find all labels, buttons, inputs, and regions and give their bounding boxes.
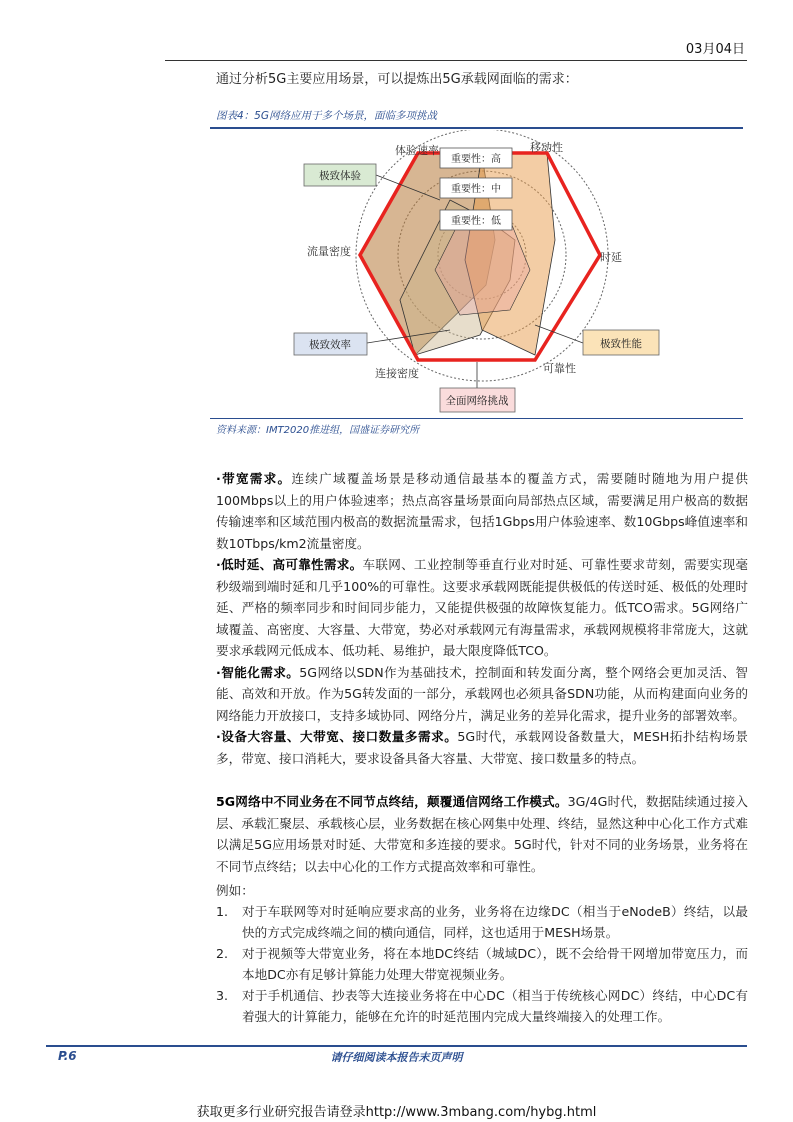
example-label: 例如： <box>216 883 254 898</box>
axis-label-mobility: 移动性 <box>530 141 563 154</box>
bullet-text: 5G时代，承载网设备数量大，MESH拓扑结构场景多，带宽、接口消耗大，要求设备具备大容量、大带宽、接口数量多的特点。 <box>216 729 748 766</box>
list-item-number: 3. <box>216 988 229 1003</box>
figure-bottom-rule <box>210 418 743 419</box>
axis-label-connection-density: 连接密度 <box>375 367 419 380</box>
bullet-text: 5G网络以SDN作为基础技术，控制面和转发面分离，整个网络会更加灵活、智能、高效和开放。作为5G转发面的一部分，承载网也必须具备SDN功能，从而构建面向业务的网络能力开放接口，支持多域协同、网络分片，满足业务的差异化需求，提升业务的部署效率。 <box>216 664 748 723</box>
list-item-text: 对于视频等大带宽业务，将在本地DC终结（城域DC），既不会给骨干网增加带宽压力，而本地DC亦有足够计算能力处理大带宽视频业务。 <box>242 946 748 982</box>
list-item-number: 1. <box>216 904 229 919</box>
report-date: 03月04日 <box>685 42 745 57</box>
callout-extreme-experience-label: 极致体验 <box>319 170 361 182</box>
callout-full-network-label: 全面网络挑战 <box>445 395 509 407</box>
section-head: 5G网络中不同业务在不同节点终结，颠覆通信网络工作模式。 <box>216 794 568 809</box>
download-link-text[interactable]: 获取更多行业研究报告请登录http://www.3mbang.com/hybg.html <box>196 1105 597 1120</box>
importance-mid-label: 重要性：中 <box>451 184 501 195</box>
list-item <box>216 943 748 985</box>
axis-label-traffic-density: 流量密度 <box>307 245 351 258</box>
figure-source: 资料来源：IMT2020推进组，国盛证券研究所 <box>216 425 420 436</box>
termination-section <box>216 791 748 877</box>
example-list <box>216 880 748 1027</box>
figure-top-rule <box>210 127 743 129</box>
footer-disclaimer-note: 请仔细阅读本报告末页声明 <box>330 1051 463 1064</box>
list-item-number: 2. <box>216 946 229 961</box>
callout-line-performance <box>535 325 583 343</box>
list-item-text: 对于手机通信、抄表等大连接业务将在中心DC（相当于传统核心网DC）终结，中心DC有着强大的计算能力，能够在允许的时延范围内完成大量终端接入的处理工作。 <box>242 988 748 1024</box>
bullet-head: ·带宽需求。 <box>216 471 292 486</box>
list-item <box>216 901 748 943</box>
callout-extreme-performance-label: 极致性能 <box>600 338 642 350</box>
bullet-bandwidth <box>216 468 748 554</box>
bullet-head: ·智能化需求。 <box>216 664 300 680</box>
intro-text: 通过分析5G主要应用场景，可以提炼出5G承载网面临的需求： <box>216 72 578 87</box>
axis-label-experience-rate: 体验速率 <box>395 144 439 157</box>
footer-divider <box>46 1045 747 1047</box>
section-text: 3G/4G时代，数据陆续通过接入层、承载汇聚层、承载核心层，业务数据在核心网集中处理、终结，显然这种中心化工作方式难以满足5G应用场景对时延、大带宽和多连接的要求。5G时代，针对不同的业务场景，业务将在不同节点终结；以去中心化的工作方式提高效率和可靠性。 <box>216 794 748 874</box>
header-divider <box>165 60 747 61</box>
bullet-capacity <box>216 726 748 769</box>
importance-high-label: 重要性：高 <box>451 154 501 165</box>
bullet-latency <box>216 554 748 662</box>
requirements-section <box>216 468 748 769</box>
callout-extreme-efficiency-label: 极致效率 <box>309 339 351 351</box>
bullet-text: 连续广域覆盖场景是移动通信最基本的覆盖方式，需要随时随地为用户提供100Mbps以上的用户体验速率；热点高容量场景面向局部热点区域，需要满足用户极高的数据传输速率和区域范围内极高的数据流量需求，包括1Gbps用户体验速率、数10Gbps峰值速率和数10Tbps/km2流量密度。 <box>216 471 748 551</box>
axis-label-latency: 时延 <box>600 251 622 264</box>
axis-label-reliability: 可靠性 <box>543 362 576 375</box>
radar-diagram <box>210 130 743 418</box>
section-paragraph <box>216 791 748 877</box>
bullet-intelligence <box>216 662 748 727</box>
list-item-text: 对于车联网等对时延响应要求高的业务，业务将在边缘DC（相当于eNodeB）终结，以最快的方式完成终端之间的横向通信，同样，这也适用于MESH场景。 <box>242 904 748 940</box>
bullet-text: 车联网、工业控制等垂直行业对时延、可靠性要求苛刻，需要实现毫秒级端到端时延和几乎100%的可靠性。这要求承载网既能提供极低的传送时延、极低的处理时延、严格的频率同步和时间同步能力，又能提供极强的故障恢复能力。低TCO需求。5G网络广域覆盖、高密度、大容量、大带宽，势必对承载网元有海量需求，承载网规模将非常庞大，这就要求承载网元低成本、低功耗、易维护，最大限度降低TCO。 <box>216 557 748 658</box>
bullet-head: ·设备大容量、大带宽、接口数量多需求。 <box>216 729 458 744</box>
figure-title: 图表4：5G网络应用于多个场景，面临多项挑战 <box>216 110 437 122</box>
importance-low-label: 重要性：低 <box>451 216 501 227</box>
bullet-head: ·低时延、高可靠性需求。 <box>216 557 363 572</box>
list-item <box>216 985 748 1027</box>
page-number: P.6 <box>58 1049 77 1063</box>
